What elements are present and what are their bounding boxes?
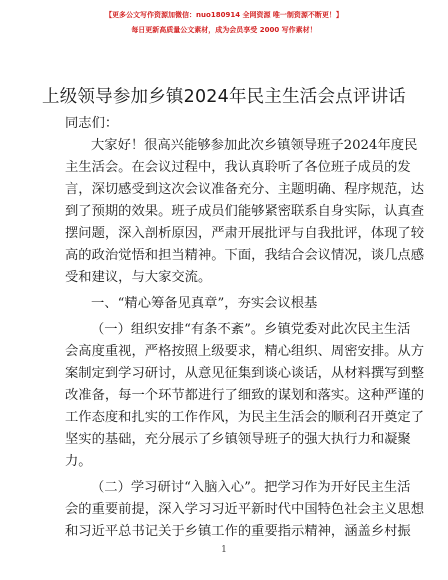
paragraph-line: 和习近平总书记关于乡镇工作的重要指示精神，涵盖乡村振 — [65, 524, 411, 539]
page-number: 1 — [221, 545, 227, 555]
paragraph-line: （一）组织安排“有条不紊”。乡镇党委对此次民主生活 — [91, 322, 411, 337]
promo-banner-line-2: 每日更新高质量公文素材，成为会员享受 2000 写作素材！ — [131, 26, 317, 34]
paragraph-line: 工作态度和扎实的工作作风，为民主生活会的顺利召开奠定了 — [65, 410, 425, 425]
paragraph-line: 会的重要前提，深入学习习近平新时代中国特色社会主义思想 — [65, 502, 425, 517]
paragraph-line: 改准备，每一个环节都进行了细致的谋划和落实。这种严谨的 — [65, 388, 425, 403]
paragraph-line: 力。 — [65, 454, 92, 469]
paragraph-line: 言，深切感受到这次会议准备充分、主题明确、程序规范，达 — [65, 182, 425, 197]
promo-banner — [0, 8, 448, 37]
section-heading: 一、“精心筹备见真章”，夯实会议根基 — [91, 296, 318, 311]
paragraph-line: 高的政治觉悟和担当精神。下面，我结合会议情况，谈几点感 — [65, 248, 425, 263]
paragraph-line: 主生活会。在会议过程中，我认真聆听了各位班子成员的发 — [65, 160, 411, 175]
salutation: 同志们： — [65, 116, 119, 131]
promo-banner-line-1: 【更多公文写作资源加微信：nuo180914 全网资源 唯一制资源不断更！】 — [105, 11, 343, 19]
paragraph-line: 坚实的基础，充分展示了乡镇领导班子的强大执行力和凝聚 — [65, 432, 411, 447]
paragraph-line: 案制定到学习研讨，从意见征集到谈心谈话，从材料撰写到整 — [65, 366, 425, 381]
paragraph-line: 受和建议，与大家交流。 — [65, 270, 212, 285]
paragraph-line: 会高度重视，严格按照上级要求，精心组织、周密安排。从方 — [65, 344, 425, 359]
paragraph-line: （二）学习研讨“入脑入心”。把学习作为开好民主生活 — [91, 480, 411, 495]
paragraph-line: 大家好！很高兴能够参加此次乡镇领导班子2024年度民 — [91, 138, 418, 153]
document-body — [65, 113, 425, 543]
document-title: 上级领导参加乡镇2024年民主生活会点评讲话 — [42, 87, 406, 107]
paragraph-line: 摆问题，深入剖析原因，严肃开展批评与自我批评，体现了较 — [65, 226, 425, 241]
paragraph-line: 到了预期的效果。班子成员们能够紧密联系自身实际，认真查 — [65, 204, 425, 219]
